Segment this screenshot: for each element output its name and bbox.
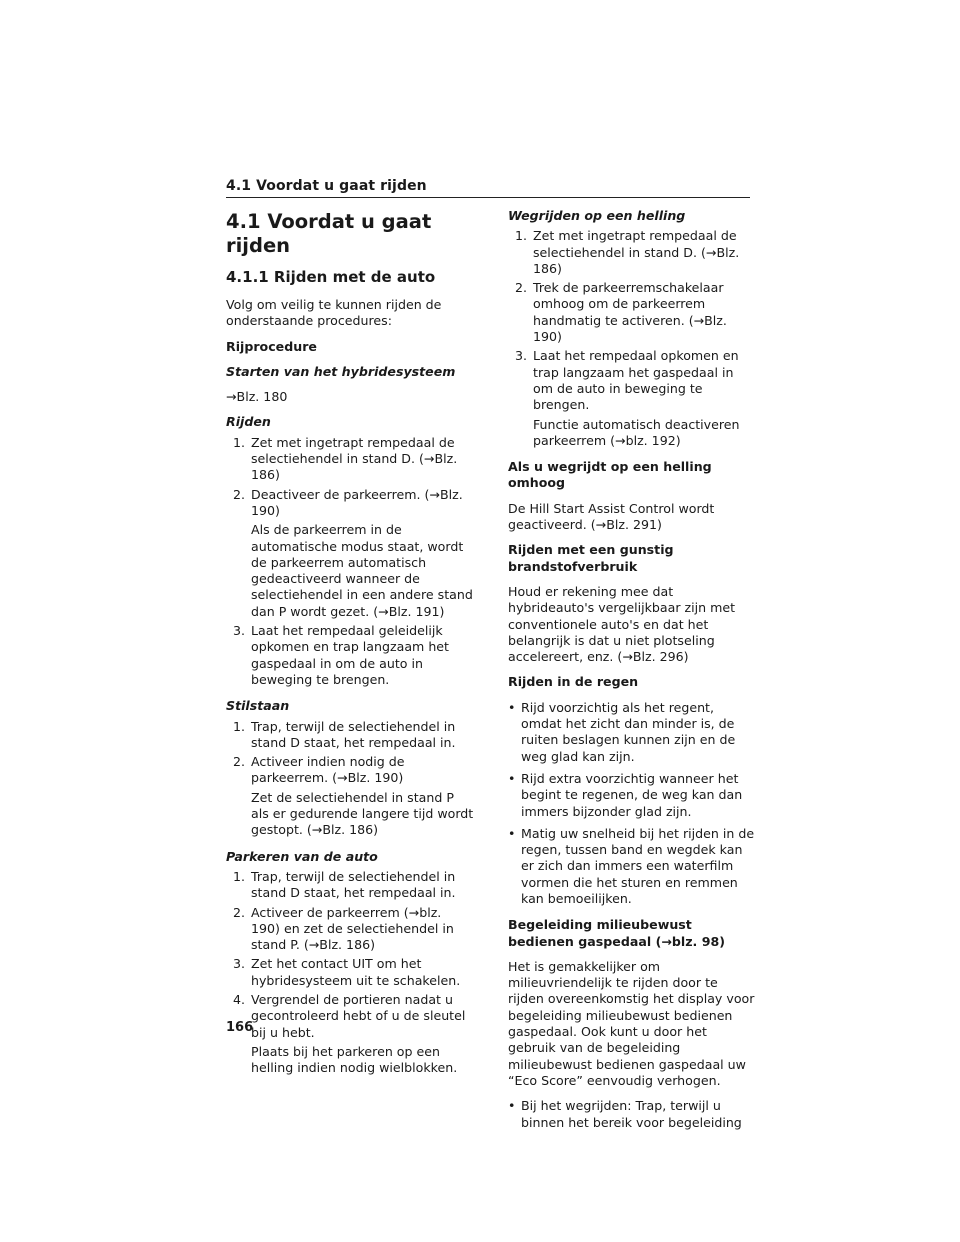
list-item: [233, 487, 474, 620]
start-reference: →Blz. 180: [226, 389, 288, 405]
bullet-icon: •: [508, 770, 516, 786]
list-item: [508, 1098, 756, 1131]
parkeren-steps: [233, 869, 474, 1077]
list-item: [233, 435, 474, 484]
start-heading: Starten van het hybridesysteem: [226, 363, 456, 379]
regen-heading: Rijden in de regen: [508, 674, 639, 690]
procedure-heading: Rijprocedure: [226, 338, 317, 354]
step-note: Functie automatisch deactiveren parkeerrem (→blz. 192): [533, 416, 740, 448]
helling-heading: Wegrijden op een helling: [508, 208, 686, 223]
step-text: Trap, terwijl de selectiehendel in stand D staat, het rempedaal in.: [251, 868, 456, 901]
left-column: [226, 208, 474, 1086]
step-number: 1.: [233, 434, 246, 450]
step-number: 4.: [233, 991, 246, 1007]
regen-bullets: [508, 700, 756, 908]
step-text: Activeer indien nodig de parkeerrem. (→Blz. 190): [251, 754, 405, 786]
milieu-bullets: [508, 1098, 756, 1131]
stilstaan-heading: Stilstaan: [226, 698, 290, 714]
step-number: 1.: [233, 868, 246, 884]
step-text: Laat het rempedaal geleidelijk opkomen en trap langzaam het gaspedaal in om de auto in beweging te brengen.: [251, 623, 449, 687]
bullet-icon: •: [508, 825, 516, 841]
step-number: 3.: [233, 956, 246, 972]
omhoog-text: De Hill Start Assist Control wordt geactiveerd. (→Blz. 291): [508, 500, 715, 533]
right-column: [508, 208, 756, 1141]
step-text: Trek de parkeerremschakelaar omhoog om de parkeerrem handmatig te activeren. (→Blz. 190): [533, 280, 727, 345]
bullet-icon: •: [508, 1098, 516, 1114]
bullet-text: Rijd extra voorzichtig wanneer het begint te regenen, de weg kan dan immers bijzonder glad zijn.: [521, 770, 743, 819]
helling-steps: [515, 228, 756, 449]
milieu-heading: Begeleiding milieubewust bedienen gaspedaal (→blz. 98): [508, 917, 725, 949]
step-text: Zet met ingetrapt rempedaal de selectiehendel in stand D. (→Blz. 186): [533, 228, 740, 276]
rijden-heading: Rijden: [226, 414, 271, 430]
bullet-icon: •: [508, 699, 516, 715]
bullet-text: Bij het wegrijden: Trap, terwijl u binnen het bereik voor begeleiding: [521, 1098, 742, 1130]
step-text: Activeer de parkeerrem (→blz. 190) en zet de selectiehendel in stand P. (→Blz. 186): [251, 904, 454, 953]
parkeren-heading: Parkeren van de auto: [226, 848, 378, 864]
step-note: Zet de selectiehendel in stand P als er gedurende langere tijd wordt gestopt. (→Blz. 186): [251, 789, 474, 838]
list-item: [515, 348, 756, 449]
stilstaan-steps: [233, 719, 474, 839]
step-text: Zet met ingetrapt rempedaal de selectiehendel in stand D. (→Blz. 186): [251, 434, 458, 483]
milieu-text: Het is gemakkelijker om milieuvriendelijk te rijden door te rijden overeenkomstig het display voor begeleiding milieubewust bedienen gaspedaal. Ook kunt u door het gebruik van de begeleiding milieubewust bedienen gaspedaal uw “Eco Score” eenvoudig verhogen.: [508, 958, 755, 1088]
step-number: 3.: [515, 348, 528, 364]
list-item: [233, 719, 474, 752]
chapter-title: 4.1 Voordat u gaat rijden: [226, 210, 432, 257]
list-item: [233, 869, 474, 902]
step-number: 2.: [515, 280, 528, 296]
list-item: [233, 956, 474, 989]
step-text: Zet het contact UIT om het hybridesysteem uit te schakelen.: [251, 956, 461, 988]
list-item: [233, 992, 474, 1076]
gunstig-text: Houd er rekening mee dat hybrideauto's vergelijkbaar zijn met conventionele auto's en dat het belangrijk is dat u niet plotseling accelereert, enz. (→Blz. 296): [508, 583, 736, 665]
bullet-text: Matig uw snelheid bij het rijden in de regen, tussen band en wegdek kan er zich dan immers een waterfilm vormen die het sturen en remmen kan bemoeilijken.: [521, 825, 755, 906]
step-text: Deactiveer de parkeerrem. (→Blz. 190): [251, 486, 463, 518]
list-item: [508, 700, 756, 765]
step-number: 2.: [233, 904, 246, 920]
step-number: 3.: [233, 623, 246, 639]
rijden-steps: [233, 435, 474, 688]
gunstig-heading: Rijden met een gunstig brandstofverbruik: [508, 542, 674, 574]
omhoog-heading: Als u wegrijdt op een helling omhoog: [508, 459, 712, 491]
list-item: [233, 623, 474, 688]
step-number: 1.: [233, 718, 246, 734]
step-text: Laat het rempedaal opkomen en trap langzaam het gaspedaal in om de auto in beweging te brengen.: [533, 348, 739, 413]
list-item: [508, 771, 756, 820]
step-number: 2.: [233, 486, 246, 502]
list-item: [233, 754, 474, 838]
page-number: 166: [226, 1020, 254, 1035]
intro-paragraph: Volg om veilig te kunnen rijden de onderstaande procedures:: [226, 297, 442, 329]
step-text: Trap, terwijl de selectiehendel in stand D staat, het rempedaal in.: [251, 718, 456, 750]
step-note: Als de parkeerrem in de automatische modus staat, wordt de parkeerrem automatisch gedeactiveerd wanneer de selectiehendel in een andere stand dan P wordt gezet. (→Blz. 191): [251, 522, 473, 619]
list-item: [508, 826, 756, 907]
step-number: 1.: [515, 228, 528, 244]
step-text: Vergrendel de portieren nadat u gecontroleerd hebt of u de sleutel bij u hebt.: [251, 991, 466, 1040]
list-item: [233, 905, 474, 954]
bullet-text: Rijd voorzichtig als het regent, omdat het zicht dan minder is, de ruiten beslagen kunnen zijn en de weg glad kan zijn.: [521, 699, 736, 764]
step-number: 2.: [233, 754, 246, 770]
section-title: 4.1.1 Rijden met de auto: [226, 268, 436, 286]
running-header: 4.1 Voordat u gaat rijden: [226, 178, 750, 198]
list-item: [515, 228, 756, 277]
step-note: Plaats bij het parkeren op een helling indien nodig wielblokken.: [251, 1043, 458, 1076]
list-item: [515, 280, 756, 345]
